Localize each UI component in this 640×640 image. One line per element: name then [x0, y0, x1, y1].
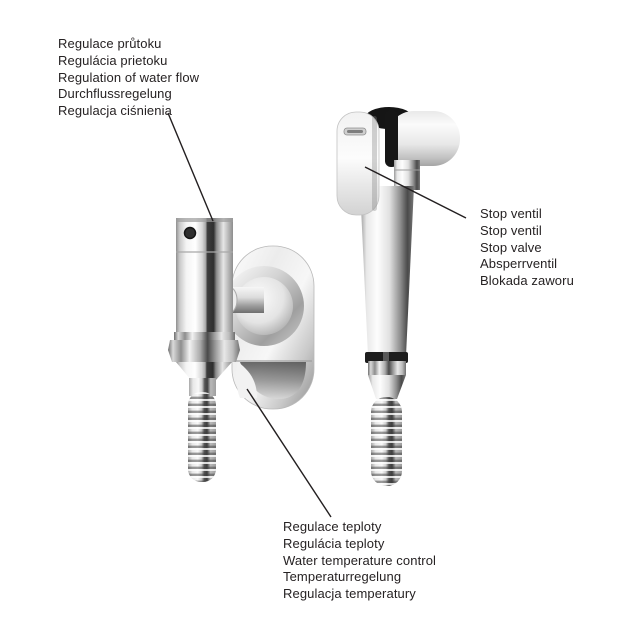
label-temperature-control [283, 519, 436, 603]
shower-hose-left [188, 392, 216, 482]
label-line: Blokada zaworu [480, 273, 574, 289]
callout-line-temperature-control [247, 389, 331, 517]
label-line: Regulace teploty [283, 519, 382, 534]
valve-dot [185, 228, 196, 239]
label-flow-regulation [58, 36, 199, 120]
flow-regulator-valve [168, 218, 240, 396]
label-line: Regulácia teploty [283, 535, 385, 551]
sprayer-lever [337, 112, 379, 215]
hex-nut [168, 340, 240, 362]
label-line: Regulácia prietoku [58, 52, 168, 68]
shower-hose-right [371, 397, 402, 486]
label-line: Temperaturregelung [283, 569, 402, 585]
brand-badge-mark [347, 130, 363, 133]
wall-mount-plate [221, 246, 314, 409]
label-line: Water temperature control [283, 552, 437, 568]
label-line: Stop ventil [480, 222, 542, 238]
label-line: Regulacja ciśnienia [58, 103, 172, 119]
label-line: Stop valve [480, 239, 542, 255]
label-line: Regulacja temperatury [283, 586, 416, 602]
head-seal-ring [385, 110, 398, 167]
label-line: Stop ventil [480, 206, 542, 221]
label-line: Regulace průtoku [58, 36, 162, 51]
hand-sprayer [337, 107, 460, 399]
label-stop-valve [480, 206, 574, 290]
label-line: Durchflussregelung [58, 86, 172, 102]
label-line: Regulation of water flow [58, 69, 200, 85]
callout-line-flow-regulation [168, 113, 213, 221]
label-line: Absperrventil [480, 256, 558, 272]
hose-cone [368, 375, 406, 399]
